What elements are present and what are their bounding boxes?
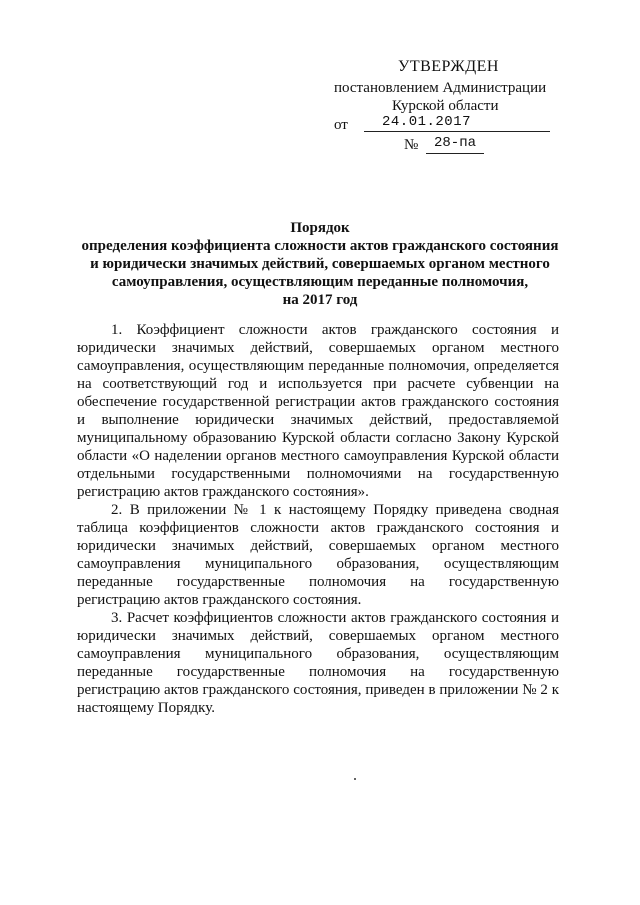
number-sign: № [404, 137, 419, 153]
title-line: Порядок [290, 220, 350, 236]
title-line: определения коэффициента сложности актов гражданского состояния [81, 238, 559, 254]
approval-title: УТВЕРЖДЕН [398, 58, 499, 75]
approval-date: 24.01.2017 [382, 114, 472, 130]
title-line: и юридически значимых действий, совершаемых органом местного [90, 256, 550, 272]
scan-speck [354, 778, 356, 780]
title-line: на 2017 год [282, 292, 358, 308]
paragraph-3: 3. Расчет коэффициентов сложности актов гражданского состояния и юридически значимых действий, совершаемых органом местного самоуправления муниципального образования, осуществляющим переданные государственные полномочия на государственную регистрацию актов гражданского состояния, приведен в приложении № 2 к настоящему Порядку. [77, 610, 559, 716]
paragraph-1: 1. Коэффициент сложности актов гражданского состояния и юридически значимых действий, совершаемых органом местного самоуправления, осуществляющим переданные полномочия, определяется на соответствующий год и используется при расчете субвенции на обеспечение государственной регистрации актов гражданского состояния и выполнение юридически значимых действий, предоставляемой муниципальному образованию Курской области согласно Закону Курской области «О наделении органов местного самоуправления Курской области отдельными государственными полномочиями на государственную регистрацию актов гражданского состояния». [77, 322, 559, 500]
approval-authority-line: постановлением Администрации [334, 80, 547, 96]
approval-region-line: Курской области [392, 98, 499, 114]
approval-number-row [404, 136, 484, 156]
title-line: самоуправления, осуществляющим переданные полномочия, [111, 274, 529, 290]
document-title [60, 219, 580, 309]
document-body [77, 321, 559, 717]
approval-number: 28-па [434, 135, 477, 151]
date-underline [364, 131, 550, 132]
paragraph-2: 2. В приложении № 1 к настоящему Порядку приведена сводная таблица коэффициентов сложности актов гражданского состояния и юридически значимых действий, совершаемых органом местного самоуправления муниципального образования, осуществляющим переданные государственные полномочия на государственную регистрацию актов гражданского состояния. [77, 502, 559, 608]
number-underline [426, 153, 484, 154]
approval-date-row [334, 115, 550, 135]
date-prefix: от [334, 117, 348, 133]
